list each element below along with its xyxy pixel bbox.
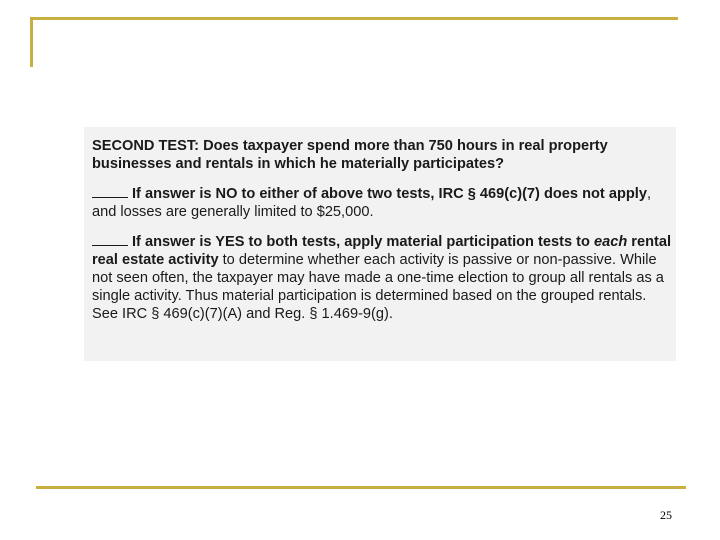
left-accent-line	[30, 17, 33, 67]
answer-yes-blank	[92, 234, 128, 246]
answer-yes-normal: to determine whether each activity is passive or non-passive. While not seen often, the taxpayer may have made a one-time election to group all rentals as a single activity. Thus material participation is determined based on the grouped rentals. See IRC § 469(c)(7)(A) and Reg. § 1.469-9(g).	[92, 252, 664, 322]
answer-no-blank	[92, 186, 128, 198]
answer-no-bold: If answer is NO to either of above two tests, IRC § 469(c)(7) does not apply	[132, 186, 647, 202]
top-accent-line	[30, 17, 678, 20]
answer-yes-bold-1: If answer is YES to both tests, apply material participation tests to	[132, 234, 594, 250]
second-test-question: SECOND TEST: Does taxpayer spend more than 750 hours in real property businesses and rentals in which he materially participates?	[92, 138, 608, 172]
answer-yes-each: each	[593, 234, 628, 250]
bottom-accent-line	[36, 486, 686, 489]
answer-no-normal: , and losses are generally limited to $25,000.	[92, 186, 652, 220]
slide-number: 25	[660, 508, 672, 522]
answer-no-paragraph	[92, 185, 672, 221]
answer-yes-paragraph	[92, 233, 672, 323]
answer-yes-bold-2: rental real estate activity	[92, 234, 672, 268]
document-excerpt	[84, 127, 676, 361]
